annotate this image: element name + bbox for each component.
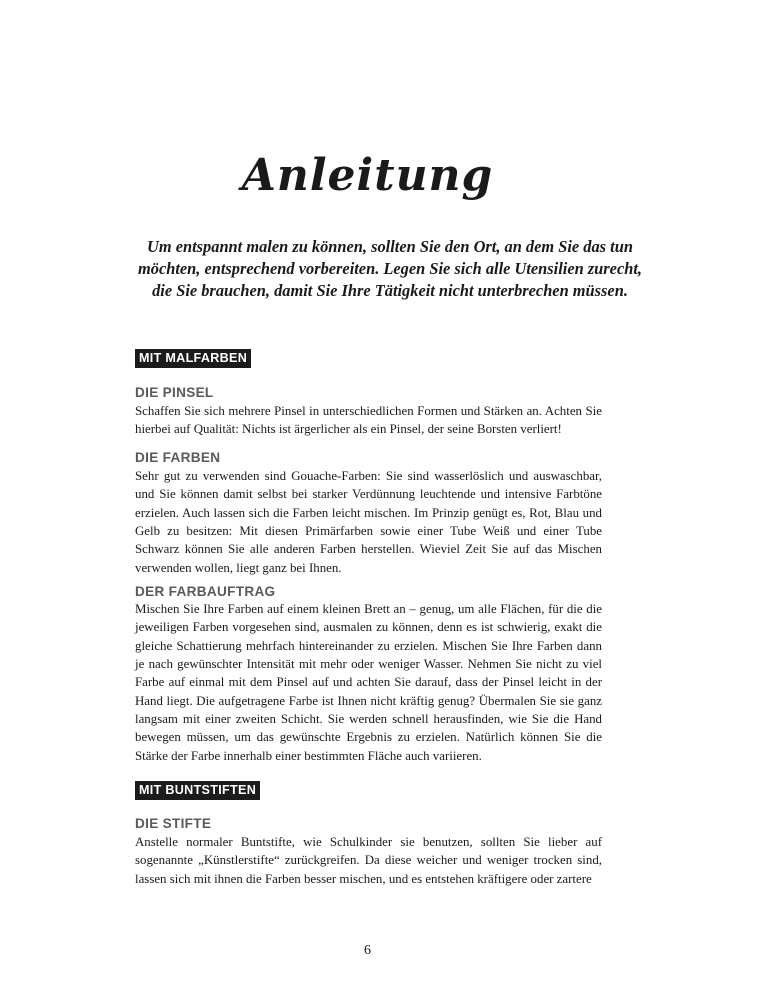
section-label-malfarben: MIT MALFARBEN	[135, 349, 251, 368]
subheading-stifte: DIE STIFTE	[135, 816, 212, 831]
paragraph-farbauftrag: Mischen Sie Ihre Farben auf einem kleinen Brett an – genug, um alle Flächen, für die die jeweiligen Farben vorgesehen sind, ausmalen zu können, denn es ist schwierig, exakt die gleiche Schattierung mehrfach hintereinander zu erzielen. Mischen Sie Ihre Farben dann je nach gewünschter Intensität mit mehr oder weniger Wasser. Nehmen Sie nicht zu viel Farbe auf einmal mit dem Pinsel auf und achten Sie darauf, dass der Pinsel leicht in der Hand liegt. Die aufgetragene Farbe ist Ihnen nicht kräftig genug? Übermalen Sie sie ganz langsam mit einer zweiten Schicht. Sie werden schnell herausfinden, wie Sie die Hand bewegen müssen, um das gewünschte Ergebnis zu erzielen. Natürlich können Sie die Stärke der Farbe innerhalb einer bestimmten Fläche auch variieren.	[135, 602, 602, 763]
subheading-farbauftrag: DER FARBAUFTRAG	[135, 584, 276, 599]
page-number: 6	[364, 943, 371, 958]
page-title: Anleitung	[241, 150, 494, 201]
section-label-buntstiften: MIT BUNTSTIFTEN	[135, 781, 260, 800]
intro-paragraph: Um entspannt malen zu können, sollten Sie den Ort, an dem Sie das tun möchten, entsprechend vorbereiten. Legen Sie sich alle Utensilien zurecht, die Sie brauchen, damit Sie Ihre Tätigkeit nicht unterbrechen müssen.	[138, 237, 642, 300]
subheading-pinsel: DIE PINSEL	[135, 385, 214, 400]
paragraph-farben: Sehr gut zu verwenden sind Gouache-Farben: Sie sind wasserlöslich und auswaschbar, und Sie können damit selbst bei starker Verdünnung leuchtende und intensive Farbtöne erzielen. Auch lassen sich die Farben leicht mischen. Im Prinzip genügt es, Rot, Blau und Gelb zu besitzen: Mit diesen Primärfarben sowie einer Tube Weiß und einer Tube Schwarz können Sie alle anderen Farben herstellen. Wieviel Zeit Sie auf das Mischen verwenden wollen, liegt ganz bei Ihnen.	[135, 469, 602, 575]
subheading-farben: DIE FARBEN	[135, 450, 221, 465]
paragraph-stifte: Anstelle normaler Buntstifte, wie Schulkinder sie benutzen, sollten Sie lieber auf sogenannte „Künstlerstifte“ zurückgreifen. Da diese weicher und weniger trocken sind, lassen sich mit ihnen die Farben besser mischen, und es entstehen kräftigere oder zartere	[135, 835, 602, 886]
paragraph-pinsel: Schaffen Sie sich mehrere Pinsel in unterschiedlichen Formen und Stärken an. Achten Sie hierbei auf Qualität: Nichts ist ärgerlicher als ein Pinsel, der seine Borsten verliert!	[135, 404, 602, 437]
